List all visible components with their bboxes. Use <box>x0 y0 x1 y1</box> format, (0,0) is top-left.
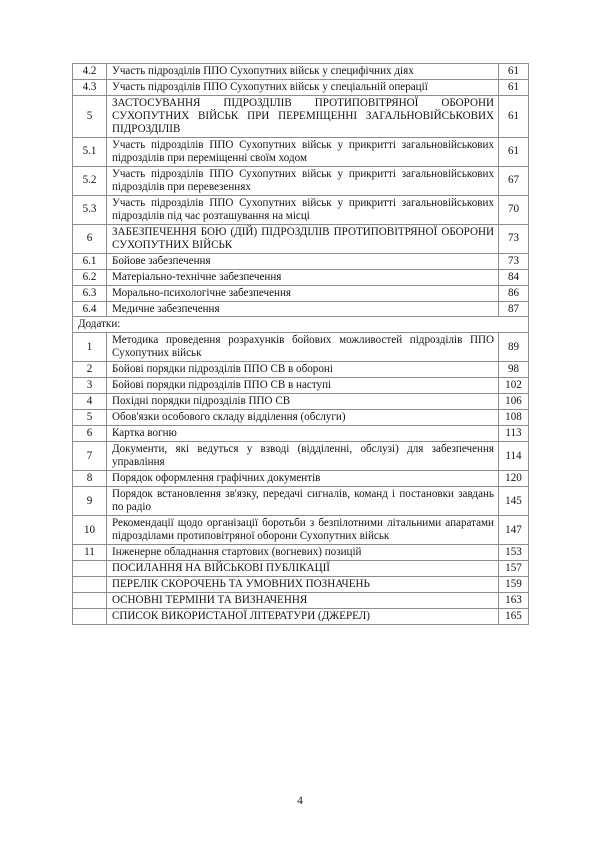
toc-entry-number: 6 <box>73 426 107 442</box>
table-row <box>73 592 529 608</box>
table-row <box>73 394 529 410</box>
toc-entry-title: Морально-психологічне забезпечення <box>107 285 499 301</box>
table-row <box>73 79 529 95</box>
table-row <box>73 378 529 394</box>
toc-entry-number <box>73 576 107 592</box>
table-row <box>73 137 529 166</box>
toc-entry-number: 6 <box>73 224 107 253</box>
toc-entry-title: ЗАСТОСУВАННЯ ПІДРОЗДІЛІВ ПРОТИПОВІТРЯНОЇ ОБОРОНИ СУХОПУТНИХ ВІЙСЬК ПРИ ПЕРЕМІЩЕННІ ЗАГАЛЬНОВІЙСЬКОВИХ ПІДРОЗДІЛІВ <box>107 95 499 137</box>
toc-entry-number: 2 <box>73 362 107 378</box>
table-row <box>73 253 529 269</box>
toc-entry-number: 6.3 <box>73 285 107 301</box>
toc-entry-page: 67 <box>499 166 529 195</box>
table-row <box>73 608 529 624</box>
page-number: 4 <box>297 795 303 807</box>
table-of-contents <box>72 63 529 625</box>
toc-entry-title: Участь підрозділів ППО Сухопутних військ у прикритті загальновійськових підрозділів при переміщенні своїм ходом <box>107 137 499 166</box>
toc-entry-title: СПИСОК ВИКОРИСТАНОЇ ЛІТЕРАТУРИ (ДЖЕРЕЛ) <box>107 608 499 624</box>
toc-entry-title: ОСНОВНІ ТЕРМІНИ ТА ВИЗНАЧЕННЯ <box>107 592 499 608</box>
toc-entry-page: 102 <box>499 378 529 394</box>
toc-entry-title: Рекомендації щодо організації боротьби з безпілотними літальними апаратами підрозділами протиповітряної оборони Сухопутних військ <box>107 516 499 545</box>
toc-entry-number: 5 <box>73 410 107 426</box>
toc-entry-number: 5 <box>73 95 107 137</box>
toc-entry-number: 5.3 <box>73 195 107 224</box>
table-row <box>73 471 529 487</box>
toc-entry-title: Участь підрозділів ППО Сухопутних військ у спеціальній операції <box>107 79 499 95</box>
toc-entry-title: Методика проведення розрахунків бойових можливостей підрозділів ППО Сухопутних військ <box>107 333 499 362</box>
table-row <box>73 560 529 576</box>
table-row <box>73 95 529 137</box>
toc-entry-number: 4.2 <box>73 64 107 80</box>
toc-entry-title: Бойове забезпечення <box>107 253 499 269</box>
toc-entry-page: 163 <box>499 592 529 608</box>
table-row <box>73 166 529 195</box>
toc-entry-title: Документи, які ведуться у взводі (відділенні, обслузі) для забезпечення управління <box>107 442 499 471</box>
toc-entry-page: 70 <box>499 195 529 224</box>
toc-group-label: Додатки: <box>73 317 529 333</box>
table-row <box>73 285 529 301</box>
toc-entry-page: 113 <box>499 426 529 442</box>
toc-entry-title: Бойові порядки підрозділів ППО СВ в наступі <box>107 378 499 394</box>
toc-entry-title: Порядок оформлення графічних документів <box>107 471 499 487</box>
toc-entry-page: 147 <box>499 516 529 545</box>
toc-entry-number: 4 <box>73 394 107 410</box>
table-row <box>73 516 529 545</box>
toc-entry-title: Медичне забезпечення <box>107 301 499 317</box>
toc-entry-title: Участь підрозділів ППО Сухопутних військ у прикритті загальновійськових підрозділів під час розташування на місці <box>107 195 499 224</box>
toc-entry-page: 153 <box>499 545 529 561</box>
toc-entry-page: 165 <box>499 608 529 624</box>
table-row <box>73 224 529 253</box>
table-row <box>73 545 529 561</box>
toc-entry-number: 11 <box>73 545 107 561</box>
toc-entry-page: 87 <box>499 301 529 317</box>
toc-entry-title: Участь підрозділів ППО Сухопутних військ у специфічних діях <box>107 64 499 80</box>
toc-entry-number: 6.4 <box>73 301 107 317</box>
toc-entry-title: ЗАБЕЗПЕЧЕННЯ БОЮ (ДІЙ) ПІДРОЗДІЛІВ ПРОТИПОВІТРЯНОЇ ОБОРОНИ СУХОПУТНИХ ВІЙСЬК <box>107 224 499 253</box>
table-row <box>73 269 529 285</box>
toc-entry-number: 5.1 <box>73 137 107 166</box>
toc-entry-number: 8 <box>73 471 107 487</box>
toc-entry-number: 4.3 <box>73 79 107 95</box>
toc-entry-page: 108 <box>499 410 529 426</box>
toc-entry-page: 89 <box>499 333 529 362</box>
toc-entry-page: 159 <box>499 576 529 592</box>
table-row <box>73 410 529 426</box>
toc-entry-page: 120 <box>499 471 529 487</box>
toc-entry-page: 61 <box>499 137 529 166</box>
toc-entry-page: 106 <box>499 394 529 410</box>
toc-entry-number: 6.2 <box>73 269 107 285</box>
toc-entry-number <box>73 608 107 624</box>
table-row <box>73 195 529 224</box>
toc-entry-number: 3 <box>73 378 107 394</box>
toc-entry-number: 10 <box>73 516 107 545</box>
toc-entry-page: 114 <box>499 442 529 471</box>
toc-entry-title: Похідні порядки підрозділів ППО СВ <box>107 394 499 410</box>
table-row <box>73 362 529 378</box>
table-row <box>73 301 529 317</box>
toc-entry-page: 61 <box>499 64 529 80</box>
table-row <box>73 426 529 442</box>
toc-entry-number: 5.2 <box>73 166 107 195</box>
toc-entry-number <box>73 560 107 576</box>
toc-entry-page: 73 <box>499 224 529 253</box>
toc-entry-title: Бойові порядки підрозділів ППО СВ в обороні <box>107 362 499 378</box>
table-row <box>73 442 529 471</box>
toc-entry-title: ПОСИЛАННЯ НА ВІЙСЬКОВІ ПУБЛІКАЦІЇ <box>107 560 499 576</box>
table-of-contents-body <box>73 64 529 625</box>
toc-entry-page: 157 <box>499 560 529 576</box>
toc-entry-title: ПЕРЕЛІК СКОРОЧЕНЬ ТА УМОВНИХ ПОЗНАЧЕНЬ <box>107 576 499 592</box>
table-row <box>73 576 529 592</box>
table-row <box>73 487 529 516</box>
toc-entry-page: 73 <box>499 253 529 269</box>
toc-entry-page: 61 <box>499 95 529 137</box>
toc-entry-title: Картка вогню <box>107 426 499 442</box>
toc-entry-title: Порядок встановлення зв'язку, передачі сигналів, команд і постановки завдань по радіо <box>107 487 499 516</box>
toc-entry-number: 6.1 <box>73 253 107 269</box>
toc-entry-page: 145 <box>499 487 529 516</box>
toc-entry-page: 84 <box>499 269 529 285</box>
toc-entry-title: Участь підрозділів ППО Сухопутних військ у прикритті загальновійськових підрозділів при перевезеннях <box>107 166 499 195</box>
table-row <box>73 317 529 333</box>
toc-entry-page: 98 <box>499 362 529 378</box>
toc-entry-number: 7 <box>73 442 107 471</box>
table-row <box>73 64 529 80</box>
toc-entry-number: 9 <box>73 487 107 516</box>
toc-entry-number: 1 <box>73 333 107 362</box>
table-row <box>73 333 529 362</box>
toc-entry-page: 86 <box>499 285 529 301</box>
toc-entry-page: 61 <box>499 79 529 95</box>
toc-entry-title: Матеріально-технічне забезпечення <box>107 269 499 285</box>
toc-entry-title: Інженерне обладнання стартових (вогневих) позицій <box>107 545 499 561</box>
toc-entry-number <box>73 592 107 608</box>
toc-entry-title: Обов'язки особового складу відділення (обслуги) <box>107 410 499 426</box>
